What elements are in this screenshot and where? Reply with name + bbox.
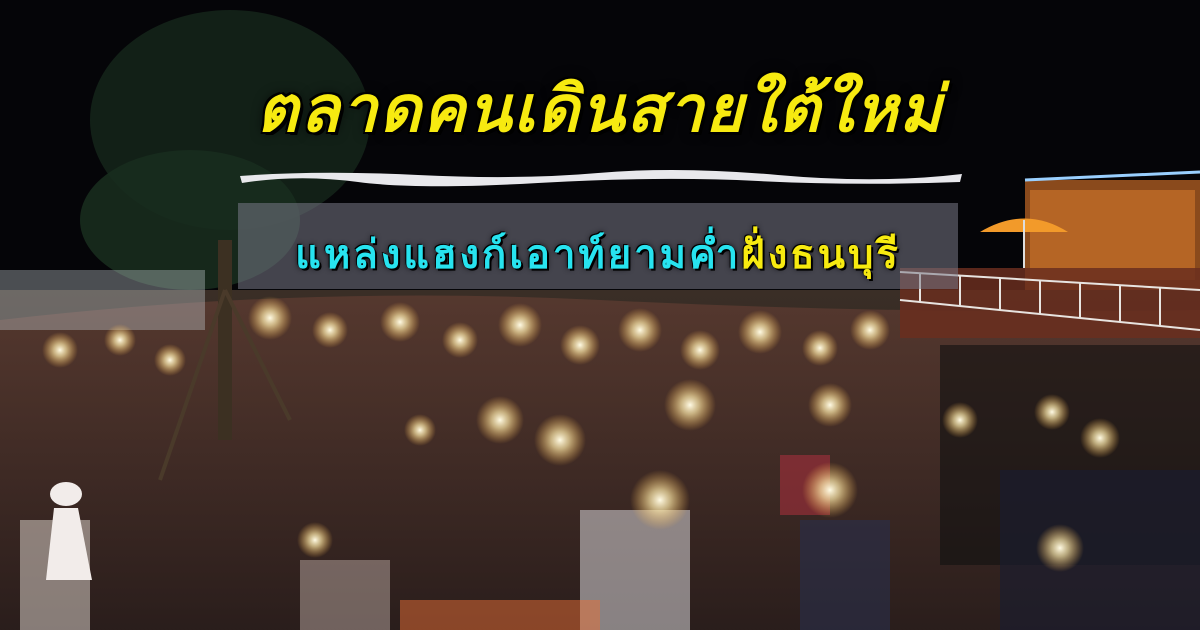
- subtitle-part1: แหล่งแฮงก์เอาท์ยามค่ำ: [295, 232, 742, 278]
- left-building: [0, 270, 205, 330]
- brush-stroke-divider: [238, 168, 964, 188]
- subtitle-part2: ฝั่งธนบุรี: [741, 232, 901, 278]
- subtitle: [238, 222, 958, 286]
- title: ตลาดคนเดินสายใต้ใหม่: [256, 73, 944, 147]
